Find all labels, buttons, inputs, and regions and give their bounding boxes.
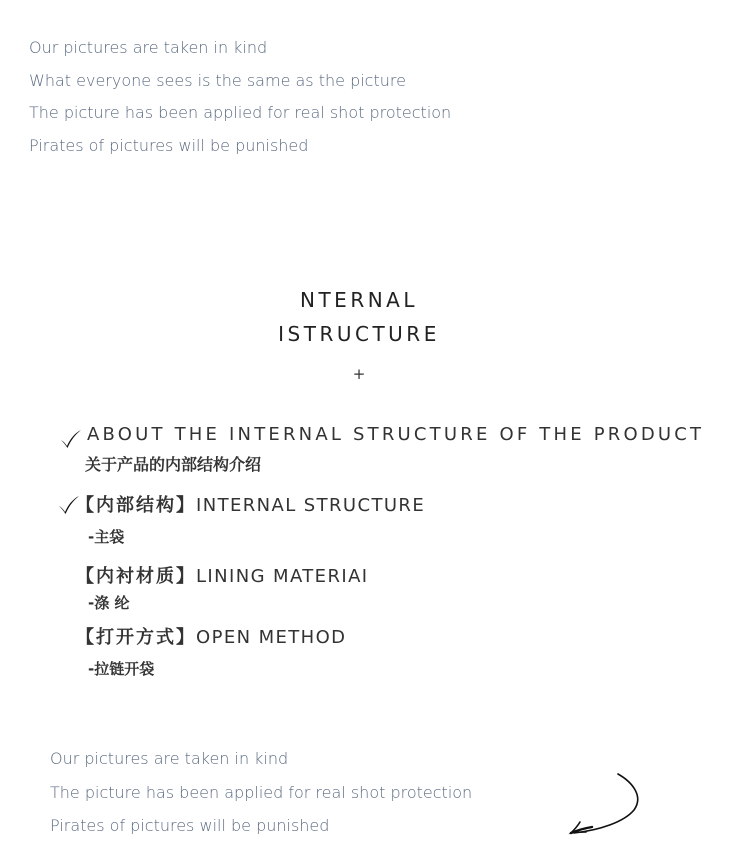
- curved-arrow-icon: [566, 770, 648, 838]
- spec-label-zh: 【打开方式】: [76, 627, 196, 648]
- notice-line: Our pictures are taken in kind: [29, 38, 268, 57]
- bottom-notice: [50, 747, 472, 848]
- spec-label-en: OPEN METHOD: [196, 627, 347, 648]
- notice-line: Pirates of pictures will be punished: [50, 816, 330, 835]
- notice-line: Our pictures are taken in kind: [50, 749, 289, 768]
- section-title-2: [0, 322, 718, 346]
- spec-label-internal-structure: [76, 491, 425, 517]
- spec-value-lining-material: -涤 纶: [88, 594, 130, 612]
- spec-label-en: INTERNAL STRUCTURE: [196, 495, 426, 516]
- spec-label-zh: 【内部结构】: [76, 495, 196, 516]
- spec-value-internal-structure: -主袋: [88, 528, 125, 546]
- spec-label-open-method: [76, 623, 346, 649]
- plus-divider: +: [352, 365, 366, 383]
- top-notice: [29, 36, 451, 167]
- title-line-2: ISTRUCTURE: [278, 322, 440, 346]
- spec-label-en: LINING MATERIAI: [196, 566, 369, 587]
- notice-line: The picture has been applied for real shot protection: [29, 103, 452, 123]
- checkmark-icon: [60, 429, 82, 449]
- about-heading-en: ABOUT THE INTERNAL STRUCTURE OF THE PRODUCT: [87, 424, 705, 445]
- notice-line: Pirates of pictures will be punished: [29, 136, 309, 156]
- spec-label-zh: 【内衬材质】: [76, 566, 196, 587]
- spec-value-open-method: -拉链开袋: [88, 660, 155, 678]
- about-heading-zh: 关于产品的内部结构介绍: [85, 455, 262, 474]
- notice-line: What everyone sees is the same as the picture: [29, 70, 406, 90]
- section-title: [0, 288, 718, 312]
- spec-label-lining-material: [76, 562, 369, 588]
- notice-line: The picture has been applied for real shot protection: [50, 782, 473, 802]
- title-line-1: NTERNAL: [300, 288, 418, 312]
